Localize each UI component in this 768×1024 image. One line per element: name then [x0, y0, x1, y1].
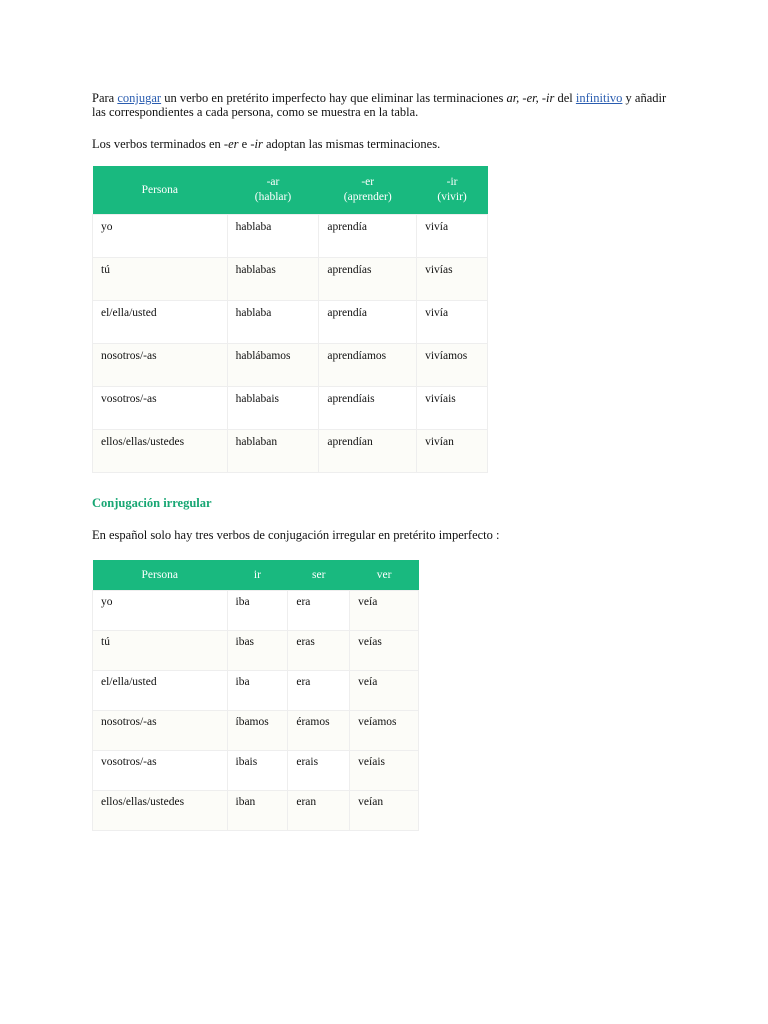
table-row: [93, 791, 419, 831]
link-infinitivo[interactable]: infinitivo: [575, 91, 623, 105]
table-cell: ibas: [227, 631, 288, 671]
table-row: [93, 215, 488, 258]
table-cell: vivíais: [417, 387, 488, 430]
table-row: [93, 301, 488, 344]
table-cell: aprendíamos: [319, 344, 417, 387]
table-cell: veías: [350, 631, 419, 671]
intro-endings: ar, -er, -ir: [506, 91, 555, 105]
table-row: [93, 258, 488, 301]
section-heading: Conjugación irregular: [92, 496, 212, 510]
table-cell: vivía: [417, 301, 488, 344]
link-conjugar[interactable]: conjugar: [117, 91, 162, 105]
table-cell: hablaba: [227, 215, 319, 258]
table-row: [93, 387, 488, 430]
intro-text-4: y añadir las correspondientes a cada persona, como se muestra en la tabla.: [92, 91, 667, 119]
table-cell: ellos/ellas/ustedes: [93, 430, 228, 473]
table-row: [93, 591, 419, 631]
table-header-row: [93, 560, 419, 591]
table-cell: eran: [288, 791, 350, 831]
table-header-row: [93, 166, 488, 215]
table-cell: tú: [93, 258, 228, 301]
table-cell: éramos: [288, 711, 350, 751]
table-cell: ibais: [227, 751, 288, 791]
table-cell: vosotros/-as: [93, 751, 228, 791]
table-cell: aprendías: [319, 258, 417, 301]
note-ending-er: -er: [223, 137, 239, 151]
table-row: [93, 671, 419, 711]
intro-paragraph: [92, 91, 672, 119]
table-cell: nosotros/-as: [93, 344, 228, 387]
header-line: (aprender): [343, 191, 392, 203]
table-cell: ellos/ellas/ustedes: [93, 791, 228, 831]
table-cell: hablábamos: [227, 344, 319, 387]
header-line: -ar: [266, 176, 280, 188]
intro-text-1: Para: [92, 91, 118, 105]
table-cell: el/ella/usted: [93, 671, 228, 711]
table-cell: nosotros/-as: [93, 711, 228, 751]
table-cell: hablabais: [227, 387, 319, 430]
header-line: (hablar): [254, 191, 292, 203]
table-cell: aprendíais: [319, 387, 417, 430]
table-cell: veía: [350, 671, 419, 711]
header-ar: [227, 166, 319, 215]
header-ver: ver: [350, 560, 419, 591]
header-ser: ser: [288, 560, 350, 591]
header-persona: [93, 166, 228, 215]
table-cell: veían: [350, 791, 419, 831]
table-cell: veíamos: [350, 711, 419, 751]
irregular-conjugation-table: [92, 560, 419, 831]
table-cell: veíais: [350, 751, 419, 791]
table-row: [93, 751, 419, 791]
table-cell: hablabas: [227, 258, 319, 301]
irregular-intro-paragraph: En español solo hay tres verbos de conjugación irregular en pretérito imperfecto :: [92, 528, 500, 542]
table-cell: tú: [93, 631, 228, 671]
header-ir: [417, 166, 488, 215]
table-cell: era: [288, 671, 350, 711]
note-paragraph: [92, 137, 672, 151]
header-line: Persona: [141, 183, 178, 196]
intro-text-2: un verbo en pretérito imperfecto hay que eliminar las terminaciones: [161, 91, 507, 105]
header-line: -ir: [446, 176, 458, 188]
header-ir: ir: [227, 560, 288, 591]
table-cell: vivía: [417, 215, 488, 258]
table-cell: iba: [227, 591, 288, 631]
table-cell: vivían: [417, 430, 488, 473]
table-row: [93, 430, 488, 473]
table-cell: vivíamos: [417, 344, 488, 387]
table-cell: hablaba: [227, 301, 319, 344]
header-line: -er: [361, 176, 375, 188]
note-ending-ir: -ir: [250, 137, 263, 151]
table-cell: hablaban: [227, 430, 319, 473]
note-text-1: Los verbos terminados en: [92, 137, 224, 151]
table-cell: vivías: [417, 258, 488, 301]
header-persona: Persona: [93, 560, 228, 591]
table-row: [93, 344, 488, 387]
table-cell: el/ella/usted: [93, 301, 228, 344]
table-cell: veía: [350, 591, 419, 631]
table-cell: iba: [227, 671, 288, 711]
table-row: [93, 631, 419, 671]
note-text-2: e: [238, 137, 251, 151]
table-cell: eras: [288, 631, 350, 671]
regular-conjugation-table: [92, 166, 488, 473]
intro-text-3: del: [554, 91, 576, 105]
table-cell: yo: [93, 215, 228, 258]
table-cell: erais: [288, 751, 350, 791]
table-cell: aprendían: [319, 430, 417, 473]
table-row: [93, 711, 419, 751]
table-cell: íbamos: [227, 711, 288, 751]
table-cell: aprendía: [319, 301, 417, 344]
header-line: (vivir): [437, 191, 467, 203]
note-text-3: adoptan las mismas terminaciones.: [262, 137, 441, 151]
table-cell: era: [288, 591, 350, 631]
table-cell: aprendía: [319, 215, 417, 258]
table-cell: yo: [93, 591, 228, 631]
table-cell: vosotros/-as: [93, 387, 228, 430]
table-cell: iban: [227, 791, 288, 831]
header-er: [319, 166, 417, 215]
